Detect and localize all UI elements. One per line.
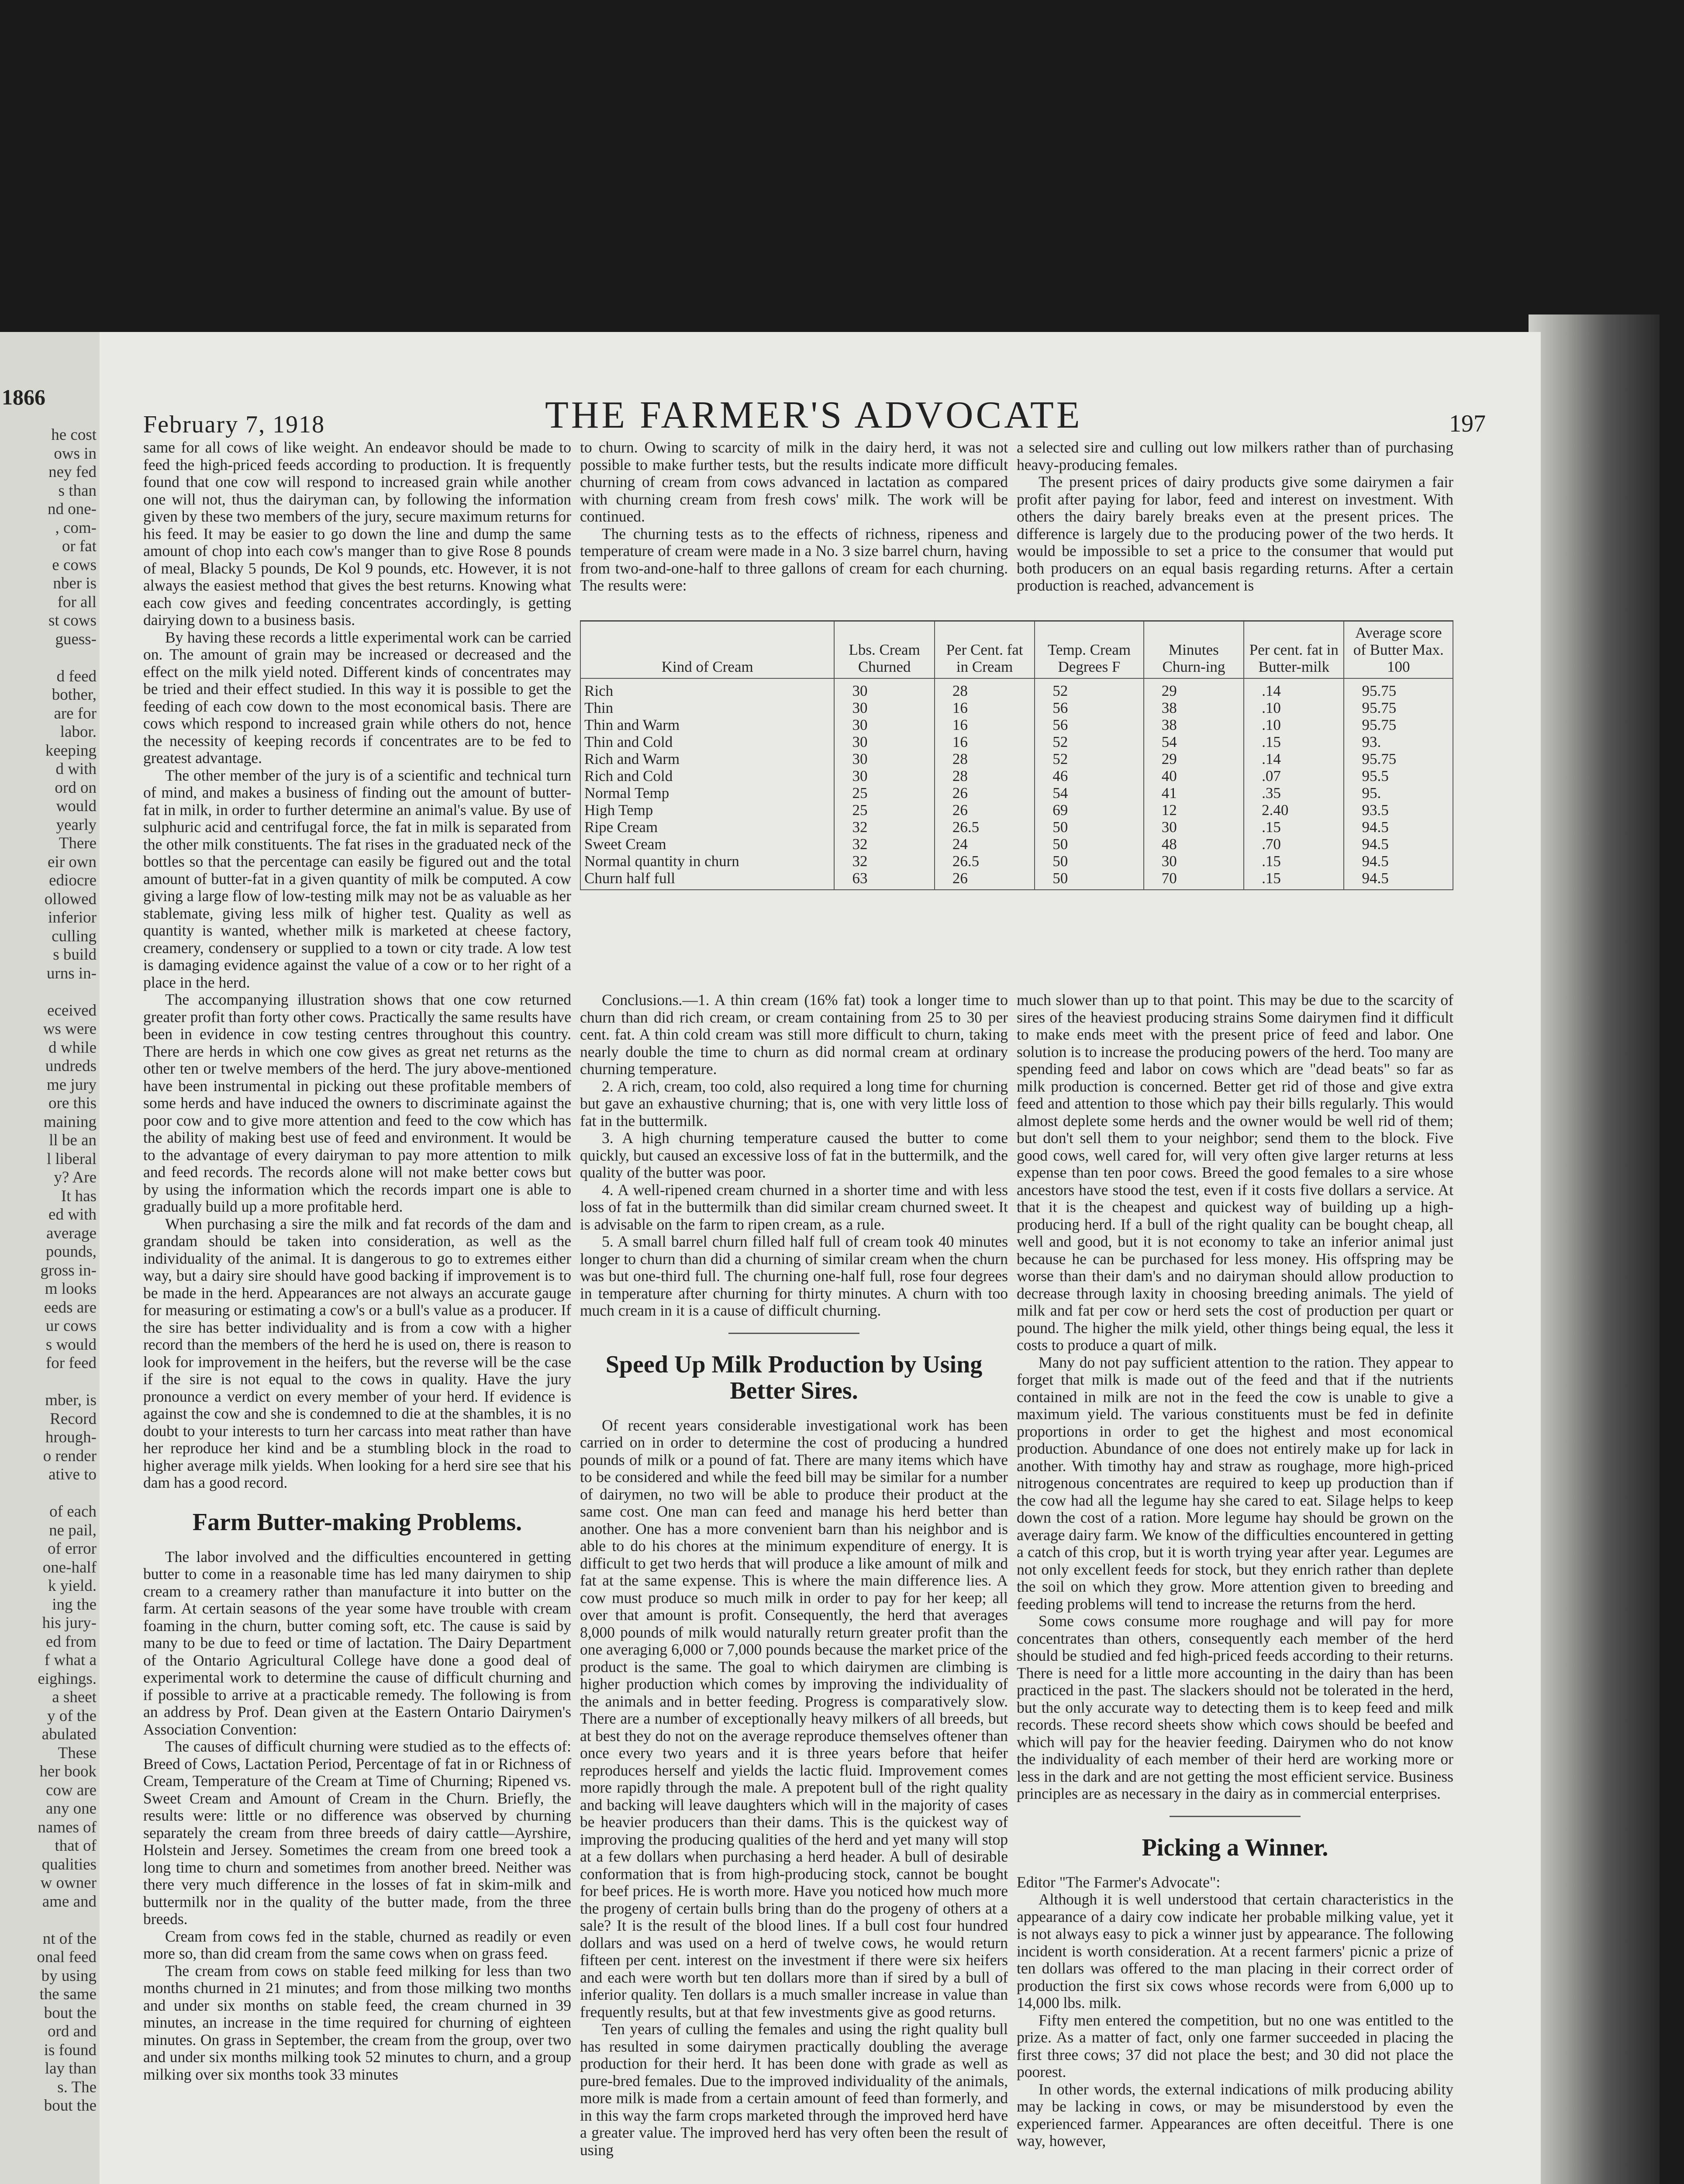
value-cell: 56 [1035, 716, 1143, 733]
value-cell: 54 [1144, 733, 1244, 750]
value-cell: .70 [1244, 836, 1344, 853]
value-cell: 26 [935, 802, 1035, 819]
prev-page-line: ord and [48, 2022, 97, 2040]
prev-page-line: s. The [57, 2078, 97, 2096]
value-cell: 12 [1144, 802, 1244, 819]
prev-page-line: s would [45, 1335, 97, 1354]
issue-date: February 7, 1918 [143, 411, 325, 438]
cream-kind-cell: Rich and Warm [580, 750, 834, 767]
column-3-top [1017, 439, 1453, 594]
churning-results-table [580, 620, 1453, 890]
value-cell: .10 [1244, 699, 1344, 716]
value-cell: 95.75 [1344, 699, 1453, 716]
table-row [580, 678, 1453, 699]
prev-page-line: ows in [54, 444, 97, 463]
paragraph: The cream from cows on stable feed milking for less than two months churned in 21 minutes; and from those milking two months and under six months on stable feed, the cream churned in 39 minutes, an increase in the time required for churning of eighteen minutes. On grass in September, the cream from the group, over two and under six months milking took 52 minutes to churn, and a group milking over six months took 33 minutes [143, 1962, 571, 2083]
value-cell: 93. [1344, 733, 1453, 750]
prev-page-line: one-half [42, 1558, 97, 1576]
paragraph: The churning tests as to the effects of richness, ripeness and temperature of cream were made in a No. 3 size barrel churn, having from two-and-one-half to three gallons of cream for each churning. The results were: [580, 525, 1008, 594]
prev-page-line: eighings. [38, 1669, 97, 1688]
prev-page-line: o render [43, 1447, 97, 1465]
paragraph: Ten years of culling the females and using the right quality bull has resulted in some dairymen practically doubling the average production for their herd. It has been done with grade as well as pure-bred females. Due to the improved individuality of the animals, more milk is made from a certain amount of feed than formerly, and in this way the farm crops marketed through the improved herd have a greater value. The improved herd has very often been the result of using [580, 2020, 1008, 2159]
prev-page-line: nber is [53, 574, 97, 592]
prev-page-line: inferior [48, 909, 97, 926]
prev-page-line: ollowed [44, 890, 97, 908]
table-row [580, 819, 1453, 836]
value-cell: 94.5 [1344, 853, 1453, 870]
prev-page-line: s build [53, 946, 97, 964]
value-cell: 32 [834, 819, 934, 836]
prev-page-line: bother, [52, 686, 97, 704]
paragraph: Although it is well understood that certain characteristics in the appearance of a dairy cow indicate her probable milking value, yet it is not always easy to pick a winner just by appearance. The following incident is worth consideration. At a recent farmers' picnic a prize of ten dollars was offered to the man placing in their correct order of production the first six cows whose records were from 6,000 up to 14,000 lbs. milk. [1017, 1890, 1453, 2011]
value-cell: .10 [1244, 716, 1344, 733]
paragraph: 3. A high churning temperature caused the butter to come quickly, but caused an excessive loss of fat in the buttermilk, and the quality of the butter was poor. [580, 1129, 1008, 1181]
prev-page-line: ord on [55, 778, 97, 797]
table-row [580, 853, 1453, 870]
prev-page-line: he cost [51, 426, 97, 444]
table-header: Minutes Churn-ing [1144, 621, 1244, 679]
prev-page-line: bout the [44, 2097, 97, 2115]
table-row [580, 870, 1453, 890]
paragraph: much slower than up to that point. This may be due to the scarcity of sires of the heaviest producing strains Some dairymen find it difficult to make ends meet with the present price of feed and labor. One solution is to increase the producing powers of the herd. Too many are spending feed and labor on cows which are "dead beats" so far as milk production is concerned. Better get rid of those and give extra feed and attention to those which pay their bills regularly. This would almost deplete some herds and the owner would be well rid of them; but don't sell them to your neighbor; send them to the block. Five good cows, well cared for, will very often give larger returns at less expense than ten poor cows. Breed the good females to a sire whose ancestors have stood the test, even if it costs five dollars a service. At that it is the cheapest and quickest way of building up a high-producing herd. If a bull of the right quality can be bought cheap, all well and good, but it is not economy to take an inferior animal just because he can be purchased for less money. His offspring may be worse than their dam's and no dairyman should allow production to decrease through laxity in choosing breeding animals. The yield of milk and fat per cow or herd sets the cost of production per quart or pound. The higher the milk yield, other things being equal, the less it costs to produce a quart of milk. [1017, 991, 1453, 1354]
value-cell: 94.5 [1344, 836, 1453, 853]
column-3 [1017, 992, 1453, 2150]
value-cell: .15 [1244, 853, 1344, 870]
heading-butter-making: Farm Butter-making Problems. [192, 1508, 522, 1536]
value-cell: 30 [1144, 819, 1244, 836]
prev-page-line: culling [52, 927, 97, 945]
prev-page-line: is found [44, 2041, 97, 2059]
prev-page-line: any one [45, 1800, 97, 1818]
publication-title: THE FARMER'S ADVOCATE [545, 394, 1083, 436]
prev-page-line: These [58, 1744, 97, 1762]
prev-page-line: mber, is [45, 1391, 97, 1409]
value-cell: 94.5 [1344, 819, 1453, 836]
prev-page-line: labor. [60, 723, 97, 741]
paragraph: 4. A well-ripened cream churned in a shorter time and with less loss of fat in the buttermilk than did similar cream churned sweet. It is advisable on the farm to ripen cream, as a rule. [580, 1181, 1008, 1233]
prev-page-line: eir own [48, 853, 97, 871]
value-cell: 30 [834, 750, 934, 767]
prev-page-line: It has [61, 1187, 97, 1205]
table-header: Per Cent. fat in Cream [935, 621, 1035, 679]
paragraph: Some cows consume more roughage and will pay for more concentrates than others, consequently each member of the herd should be studied and fed high-priced feeds according to their returns. There is need for a little more accounting in the dairy than has been practiced in the past. The slackers should not be tolerated in the herd, but the only accurate way to detecting them is to keep feed and milk records. These record sheets show which cows should be beefed and which will pay for the heavier feeding. Dairymen who do not know the individuality of each member of their herd are working more or less in the dark and are not getting the most efficient service. Business principles are as necessary in the dairy as in commercial enterprises. [1017, 1612, 1453, 1802]
value-cell: 69 [1035, 802, 1143, 819]
prev-page-line: ediocre [49, 871, 97, 889]
value-cell: .07 [1244, 767, 1344, 784]
cream-kind-cell: Thin and Cold [580, 733, 834, 750]
cream-kind-cell: High Temp [580, 802, 834, 819]
cream-kind-cell: Thin [580, 699, 834, 716]
value-cell: 52 [1035, 750, 1143, 767]
paragraph: The other member of the jury is of a scientific and technical turn of mind, and makes a business of finding out the amount of butter-fat in milk, in order to further determine an animal's value. By use of sulphuric acid and centrifugal force, the fat in milk is separated from the other milk constituents. The fat rises in the graduated neck of the bottles so that the percentage can easily be figured out and the total amount of butter-fat in a given quantity of milk be computed. A cow giving a large flow of low-testing milk may not be as valuable as her stablemate, giving less milk of higher test. Quality as well as quantity is wanted, whether milk is marketed at cheese factory, creamery, condensery or supplied to a town or city trade. A low test is damaging evidence against the value of a cow or to her right of a place in the herd. [143, 766, 571, 991]
prev-page-line: a sheet [52, 1688, 97, 1706]
prev-page-line: ne pail, [49, 1521, 97, 1539]
value-cell: 70 [1144, 870, 1244, 890]
prev-page-line: m looks [45, 1280, 97, 1298]
prev-page-line: y of the [47, 1707, 97, 1725]
paragraph: The accompanying illustration shows that one cow returned greater profit than forty other cows. Practically the same results have been in evidence in cow testing centres throughout this country. There are herds in which one cow gives as great net returns as the other ten or twelve members of the herd. The jury above-mentioned have been instrumental in picking out these profitable members of some herds and have induced the owners to discriminate against the poor cow and to give more attention and feed to the cow which has the ability of making best use of feed and environment. It would be to the advantage of every dairyman to pay more attention to milk and feed records. The records alone will not make better cows but by using the information which the records impart one is able to gradually build up a more profitable herd. [143, 991, 571, 1215]
prev-page-line: ll be an [49, 1131, 97, 1149]
prev-page-line: ed from [45, 1632, 97, 1651]
paragraph: When purchasing a sire the milk and fat records of the dam and grandam should be taken into consideration, as well as the individuality of the animal. It is dangerous to go to extremes either way, but a dairy sire should have good backing if improvement is to be made in the herd. Appearances are not always an accurate gauge for measuring or estimating a cow's or a bull's value as a producer. If the sire has better individuality and is from a cow with a higher record than the members of the herd he is used on, there is reason to look for improvement in the heifers, but the reverse will be the case if the sire is not equal to the cows in quality. Have the jury pronounce a verdict on every member of your herd. If evidence is against the cow and she is condemned to die at the shambles, it is no doubt to your interests to turn her carcass into meat rather than have her reproduce her kind and be a stumbling block in the road to higher average milk yields. When looking for a herd sire see that his dam has a good record. [143, 1215, 571, 1491]
prev-page-line: bout the [44, 2004, 97, 2022]
prev-page-line: are for [54, 704, 97, 722]
table-row [580, 716, 1453, 733]
value-cell: .14 [1244, 750, 1344, 767]
cream-kind-cell: Churn half full [580, 870, 834, 890]
value-cell: .15 [1244, 733, 1344, 750]
value-cell: 2.40 [1244, 802, 1344, 819]
prev-page-line: st cows [48, 612, 97, 629]
value-cell: 41 [1144, 784, 1244, 802]
prev-page-line: , com- [55, 518, 97, 537]
paragraph: Many do not pay sufficient attention to the ration. They appear to forget that milk is made out of the feed and that if the nutrients contained in milk are not in the feed the cow is unable to give a maximum yield. The various constituents must be fed in definite proportions in order to get the highest and most economical production. Abundance of one does not entirely make up for lack in another. With timothy hay and straw as roughage, more high-priced nitrogenous concentrates are required to keep up production than if the cow had all the legume hay she cared to eat. Silage helps to keep down the cost of a ration. More legume hay should be grown on the average dairy farm. We know of the difficulties encountered in getting a catch of this crop, but it is worth trying year after year. Legumes are not only excellent feeds for stock, but they enrich rather than deplete the soil on which they grow. More attention given to breeding and feeding problems will tend to increase the returns from the herd. [1017, 1353, 1453, 1613]
cream-kind-cell: Sweet Cream [580, 836, 834, 853]
table-header: Lbs. Cream Churned [834, 621, 934, 679]
prev-page-line: his jury- [42, 1614, 97, 1632]
prev-page-line: d feed [56, 667, 97, 685]
value-cell: 16 [935, 733, 1035, 750]
value-cell: 95.75 [1344, 678, 1453, 699]
table-row [580, 699, 1453, 716]
book-spine-edge [1529, 314, 1660, 2184]
value-cell: 26 [935, 870, 1035, 890]
value-cell: 54 [1035, 784, 1143, 802]
cream-kind-cell: Ripe Cream [580, 819, 834, 836]
paragraph: 2. A rich, cream, too cold, also required a long time for churning but gave an exhaustive churning; that is, one with very little loss of fat in the buttermilk. [580, 1077, 1008, 1130]
value-cell: 29 [1144, 678, 1244, 699]
paragraph: Fifty men entered the competition, but no one was entitled to the prize. As a matter of fact, only one farmer succeeded in placing the first three cows; 37 did not place the best; and 30 did not place the poorest. [1017, 2011, 1453, 2080]
table-header: Kind of Cream [580, 621, 834, 679]
value-cell: 95.75 [1344, 716, 1453, 733]
value-cell: 95.5 [1344, 767, 1453, 784]
value-cell: 28 [935, 750, 1035, 767]
value-cell: 30 [834, 733, 934, 750]
value-cell: 32 [834, 836, 934, 853]
column-2 [580, 992, 1008, 2159]
table-row [580, 733, 1453, 750]
section-divider [1170, 1816, 1301, 1817]
prev-page-line: ative to [48, 1465, 97, 1483]
value-cell: 50 [1035, 853, 1143, 870]
prev-page-line: cow are [45, 1781, 97, 1799]
prev-page-line: Record [50, 1410, 97, 1428]
prev-page-line: l liberal [46, 1150, 97, 1168]
paragraph: By having these records a little experimental work can be carried on. The amount of grain may be increased or decreased and the effect on the milk yield noted. Different kinds of concentrates may be tried and their effect studied. In this way it is possible to get the feeding of each cow down to the most economical basis. There are cows which respond to increased grain while others do not, hence the necessity of keeping records if concentrates are to be fed to greatest advantage. [143, 628, 571, 767]
table-row [580, 784, 1453, 802]
value-cell: 50 [1035, 836, 1143, 853]
value-cell: 63 [834, 870, 934, 890]
paragraph: 5. A small barrel churn filled half full of cream took 40 minutes longer to churn than did a churning of similar cream when the churn was but one-third full. The churning one-half full, rose four degrees in temperature after churning for thirty minutes. A churn with too much cream in it is a cause of difficult churning. [580, 1233, 1008, 1319]
value-cell: 26.5 [935, 819, 1035, 836]
prev-page-line: the same [39, 1985, 97, 2003]
value-cell: 28 [935, 767, 1035, 784]
column-2-top [580, 439, 1008, 594]
prev-page-line: ed with [48, 1206, 97, 1223]
prev-page-line: pounds, [45, 1243, 97, 1261]
page-header [100, 393, 1541, 437]
value-cell: 16 [935, 716, 1035, 733]
cream-kind-cell: Rich [580, 678, 834, 699]
heading-speed-up-milk: Speed Up Milk Production by Using Better Sires. [605, 1351, 983, 1404]
value-cell: 52 [1035, 678, 1143, 699]
value-cell: 29 [1144, 750, 1244, 767]
column-1 [143, 439, 571, 2083]
prev-page-line: her book [39, 1762, 97, 1780]
value-cell: 30 [834, 716, 934, 733]
value-cell: 28 [935, 678, 1035, 699]
page-number: 197 [1449, 410, 1486, 437]
value-cell: 52 [1035, 733, 1143, 750]
value-cell: 95. [1344, 784, 1453, 802]
prev-page-line: yearly [56, 816, 97, 834]
prev-page-line: ing the [52, 1595, 97, 1614]
prev-page-line: abulated [41, 1725, 97, 1743]
value-cell: 56 [1035, 699, 1143, 716]
magazine-page [100, 332, 1541, 2184]
prev-page-line: urns in- [46, 964, 97, 982]
prev-page-line: keeping [45, 741, 97, 760]
prev-page-line: eeds are [44, 1298, 97, 1317]
prev-page-line: There [59, 834, 97, 852]
value-cell: .15 [1244, 819, 1344, 836]
section-divider [728, 1333, 859, 1334]
prev-page-line: nt of the [42, 1929, 97, 1948]
letter-byline: Editor "The Farmer's Advocate": [1017, 1873, 1221, 1891]
prev-page-line: ur cows [45, 1317, 97, 1335]
prev-page-line: names of [38, 1818, 97, 1836]
value-cell: 95.75 [1344, 750, 1453, 767]
table-header: Per cent. fat in Butter-milk [1244, 621, 1344, 679]
prev-page-line: for feed [45, 1354, 97, 1372]
table-row [580, 767, 1453, 784]
prev-page-line: gross in- [40, 1261, 97, 1279]
paragraph: same for all cows of like weight. An endeavor should be made to feed the high-priced feeds according to production. It is frequently found that one cow will respond to increased grain while another one will not, thus the dairyman can, by following the information given by these two members of the jury, secure maximum returns for his feed. It may be easier to go down the line and dump the same amount of chop into each cow's manger than to give Rose 8 pounds of meal, Blacky 5 pounds, De Kol 9 pounds, etc. However, it is not always the easiest method that gives the best returns. Knowing what each cow gives and feeding concentrates accordingly, is getting dairying down to a business basis. [143, 439, 571, 629]
value-cell: 24 [935, 836, 1035, 853]
prev-page-year: 1866 [2, 385, 45, 409]
prev-page-line: onal feed [37, 1948, 97, 1966]
prev-page-line: k yield. [48, 1577, 97, 1595]
prev-page-line: or fat [62, 537, 97, 555]
prev-page-line [3, 649, 97, 667]
prev-page-line: guess- [55, 630, 97, 648]
table-row [580, 750, 1453, 767]
value-cell: 25 [834, 802, 934, 819]
prev-page-line [3, 983, 97, 1002]
value-cell: 30 [834, 678, 934, 699]
heading-picking-winner: Picking a Winner. [1142, 1834, 1329, 1861]
value-cell: 16 [935, 699, 1035, 716]
prev-page-line: undreds [45, 1057, 97, 1075]
value-cell: 93.5 [1344, 802, 1453, 819]
cream-kind-cell: Thin and Warm [580, 716, 834, 733]
prev-page-line: that of [55, 1837, 97, 1855]
paragraph: In other words, the external indications of milk producing ability may be lacking in cows, or may be misunderstood by even the experienced farmer. Appearances are often deceitful. There is one way, however, [1017, 2080, 1453, 2149]
paragraph: to churn. Owing to scarcity of milk in the dairy herd, it was not possible to make further tests, but the results indicate more difficult churning of cream from cows advanced in lactation as compared with churning cream from fresh cows' milk. The work will be continued. [580, 439, 1008, 525]
paragraph: The causes of difficult churning were studied as to the effects of: Breed of Cows, Lactation Period, Percentage of fat in or Richness of Cream, Temperature of the Cream at Time of Churning; Ripened vs. Sweet Cream and Amount of Cream in the Churn. Briefly, the results were: little or no difference was observed by churning separately the cream from three breeds of dairy cattle—Ayrshire, Holstein and Jersey. Sometimes the cream from one breed took a long time to churn and sometimes from another breed. Neither was there very much difference in the losses of fat in skim-milk and buttermilk nor in the quality of the butter made, from the three breeds. [143, 1738, 571, 1928]
cream-kind-cell: Normal Temp [580, 784, 834, 802]
prev-page-line [3, 1484, 97, 1503]
value-cell: 25 [834, 784, 934, 802]
value-cell: 26 [935, 784, 1035, 802]
table-row [580, 836, 1453, 853]
prev-page-line: d while [48, 1038, 97, 1057]
prev-page-line: of each [49, 1503, 97, 1521]
value-cell: 32 [834, 853, 934, 870]
prev-page-line: s than [58, 481, 97, 500]
value-cell: 50 [1035, 870, 1143, 890]
prev-page-line: ws were [43, 1020, 97, 1038]
prev-page-line: ame and [42, 1892, 97, 1911]
prev-page-line: maining [43, 1113, 97, 1131]
prev-page-line: for all [57, 593, 97, 611]
table-header: Temp. Cream Degrees F [1035, 621, 1143, 679]
cream-kind-cell: Rich and Cold [580, 767, 834, 784]
prev-page-line: nd one- [48, 500, 97, 518]
value-cell: .14 [1244, 678, 1344, 699]
prev-page-line: y? Are [54, 1168, 97, 1186]
prev-page-line: f what a [44, 1651, 97, 1669]
prev-page-line: qualities [41, 1855, 97, 1873]
paragraph: The present prices of dairy products give some dairymen a fair profit after paying for labor, feed and interest on investment. With others the dairy barely breaks even at the present prices. The difference is largely due to the producing power of the two herds. It would be impossible to set a price to the consumer that would put both producers on an equal basis regarding returns. After a certain production is reached, advancement is [1017, 473, 1453, 594]
prev-page-line [3, 1911, 97, 1930]
paragraph: The labor involved and the difficulties encountered in getting butter to come in a reasonable time has led many dairymen to ship cream to a creamery rather than manufacture it into butter on the farm. At certain seasons of the year some have trouble with cream foaming in the churn, butter coming soft, etc. The cause is said by many to be due to feed or time of lactation. The Dairy Department of the Ontario Agricultural College have done a good deal of experimental work to determine the cause of difficult churning and if possible to arrive at a practicable remedy. The following is from an address by Prof. Dean given at the Eastern Ontario Dairymen's Association Convention: [143, 1548, 571, 1738]
prev-page-line: hrough- [45, 1428, 97, 1446]
value-cell: 38 [1144, 716, 1244, 733]
paragraph: Cream from cows fed in the stable, churned as readily or even more so, than did cream from the same cows when on grass feed. [143, 1927, 571, 1962]
value-cell: 30 [834, 699, 934, 716]
paragraph: a selected sire and culling out low milkers rather than of purchasing heavy-producing females. [1017, 439, 1453, 473]
prev-page-line: average [46, 1224, 97, 1242]
paragraph: Conclusions.—1. A thin cream (16% fat) took a longer time to churn than did rich cream, or cream containing from 25 to 30 per cent. fat. A thin cold cream was still more difficult to churn, taking nearly double the time to churn as did normal cream at ordinary churning temperature. [580, 991, 1008, 1078]
value-cell: 26.5 [935, 853, 1035, 870]
prev-page-line: e cows [52, 556, 97, 574]
prev-page-line: of error [48, 1540, 97, 1558]
table-row [580, 802, 1453, 819]
paragraph: Of recent years considerable investigational work has been carried on in order to determine the cost of producing a hundred pounds of milk or a pound of fat. There are many items which have to be considered and while the feed bill may be similar for a number of dairymen, no two will be able to produce their product at the same cost. One man can feed and manage his herd better than another. One has a more convenient barn than his neighbor and is able to do his chores at the minimum expenditure of energy. It is difficult to get two herds that will produce a like amount of milk and fat at the same expense. This is where the main difference lies. A cow must produce so much milk in order to pay for her keep; all over that amount is profit. Consequently, the herd that averages 8,000 pounds of milk would naturally return greater profit than the one averaging 6,000 or 7,000 pounds because the market price of the product is the same. The goal to which dairymen are climbing is higher production which comes by improving the individuality of the animals and in better feeding. Progress is comparatively slow. There are a number of exceptionally heavy milkers of all breeds, but at best they do not on the average reproduce themselves oftener than once every two years and it is three years before that heifer reproduces herself and yields the lactic fluid. Improvement comes more rapidly through the male. A prepotent bull of the right quality and backing will leave daughters which will in the majority of cases be heavier producers than their dams. This is the quickest way of improving the producing qualities of the herd and yet many will stop at a few dollars when purchasing a herd header. A bull of desirable conformation that is from high-producing stock, cannot be bought for beef prices. He is worth more. Have you noticed how much more the progeny of certain bulls bring than do the progeny of others at a sale? It is the result of the blood lines. If a bull cost four hundred dollars and was used on a herd of twelve cows, he would return fifteen per cent. interest on the investment if there were six heifers and each were worth but ten dollars more than if sired by a bull of inferior quality. Ten dollars is a much smaller increase in value than frequently results, but at that few investments give as good returns. [580, 1416, 1008, 2021]
prev-page-line: ore this [48, 1094, 97, 1112]
value-cell: 48 [1144, 836, 1244, 853]
value-cell: 46 [1035, 767, 1143, 784]
value-cell: 94.5 [1344, 870, 1453, 890]
value-cell: 30 [1144, 853, 1244, 870]
prev-page-line: me jury [46, 1075, 97, 1094]
prev-page-line: d with [55, 760, 97, 778]
value-cell: 50 [1035, 819, 1143, 836]
prev-page-line: would [56, 797, 97, 815]
cream-kind-cell: Normal quantity in churn [580, 853, 834, 870]
value-cell: 30 [834, 767, 934, 784]
prev-page-line: ney fed [48, 463, 97, 481]
value-cell: .35 [1244, 784, 1344, 802]
prev-page-line [3, 1373, 97, 1392]
prev-page-text-fragments [3, 426, 97, 2115]
previous-page-edge [0, 332, 100, 2184]
prev-page-line: w owner [40, 1874, 97, 1892]
value-cell: 38 [1144, 699, 1244, 716]
prev-page-line: eceived [47, 1001, 97, 1019]
prev-page-line: lay than [45, 2060, 97, 2077]
table-header: Average score of Butter Max. 100 [1344, 621, 1453, 679]
value-cell: .15 [1244, 870, 1344, 890]
value-cell: 40 [1144, 767, 1244, 784]
prev-page-line: by using [41, 1966, 97, 1985]
